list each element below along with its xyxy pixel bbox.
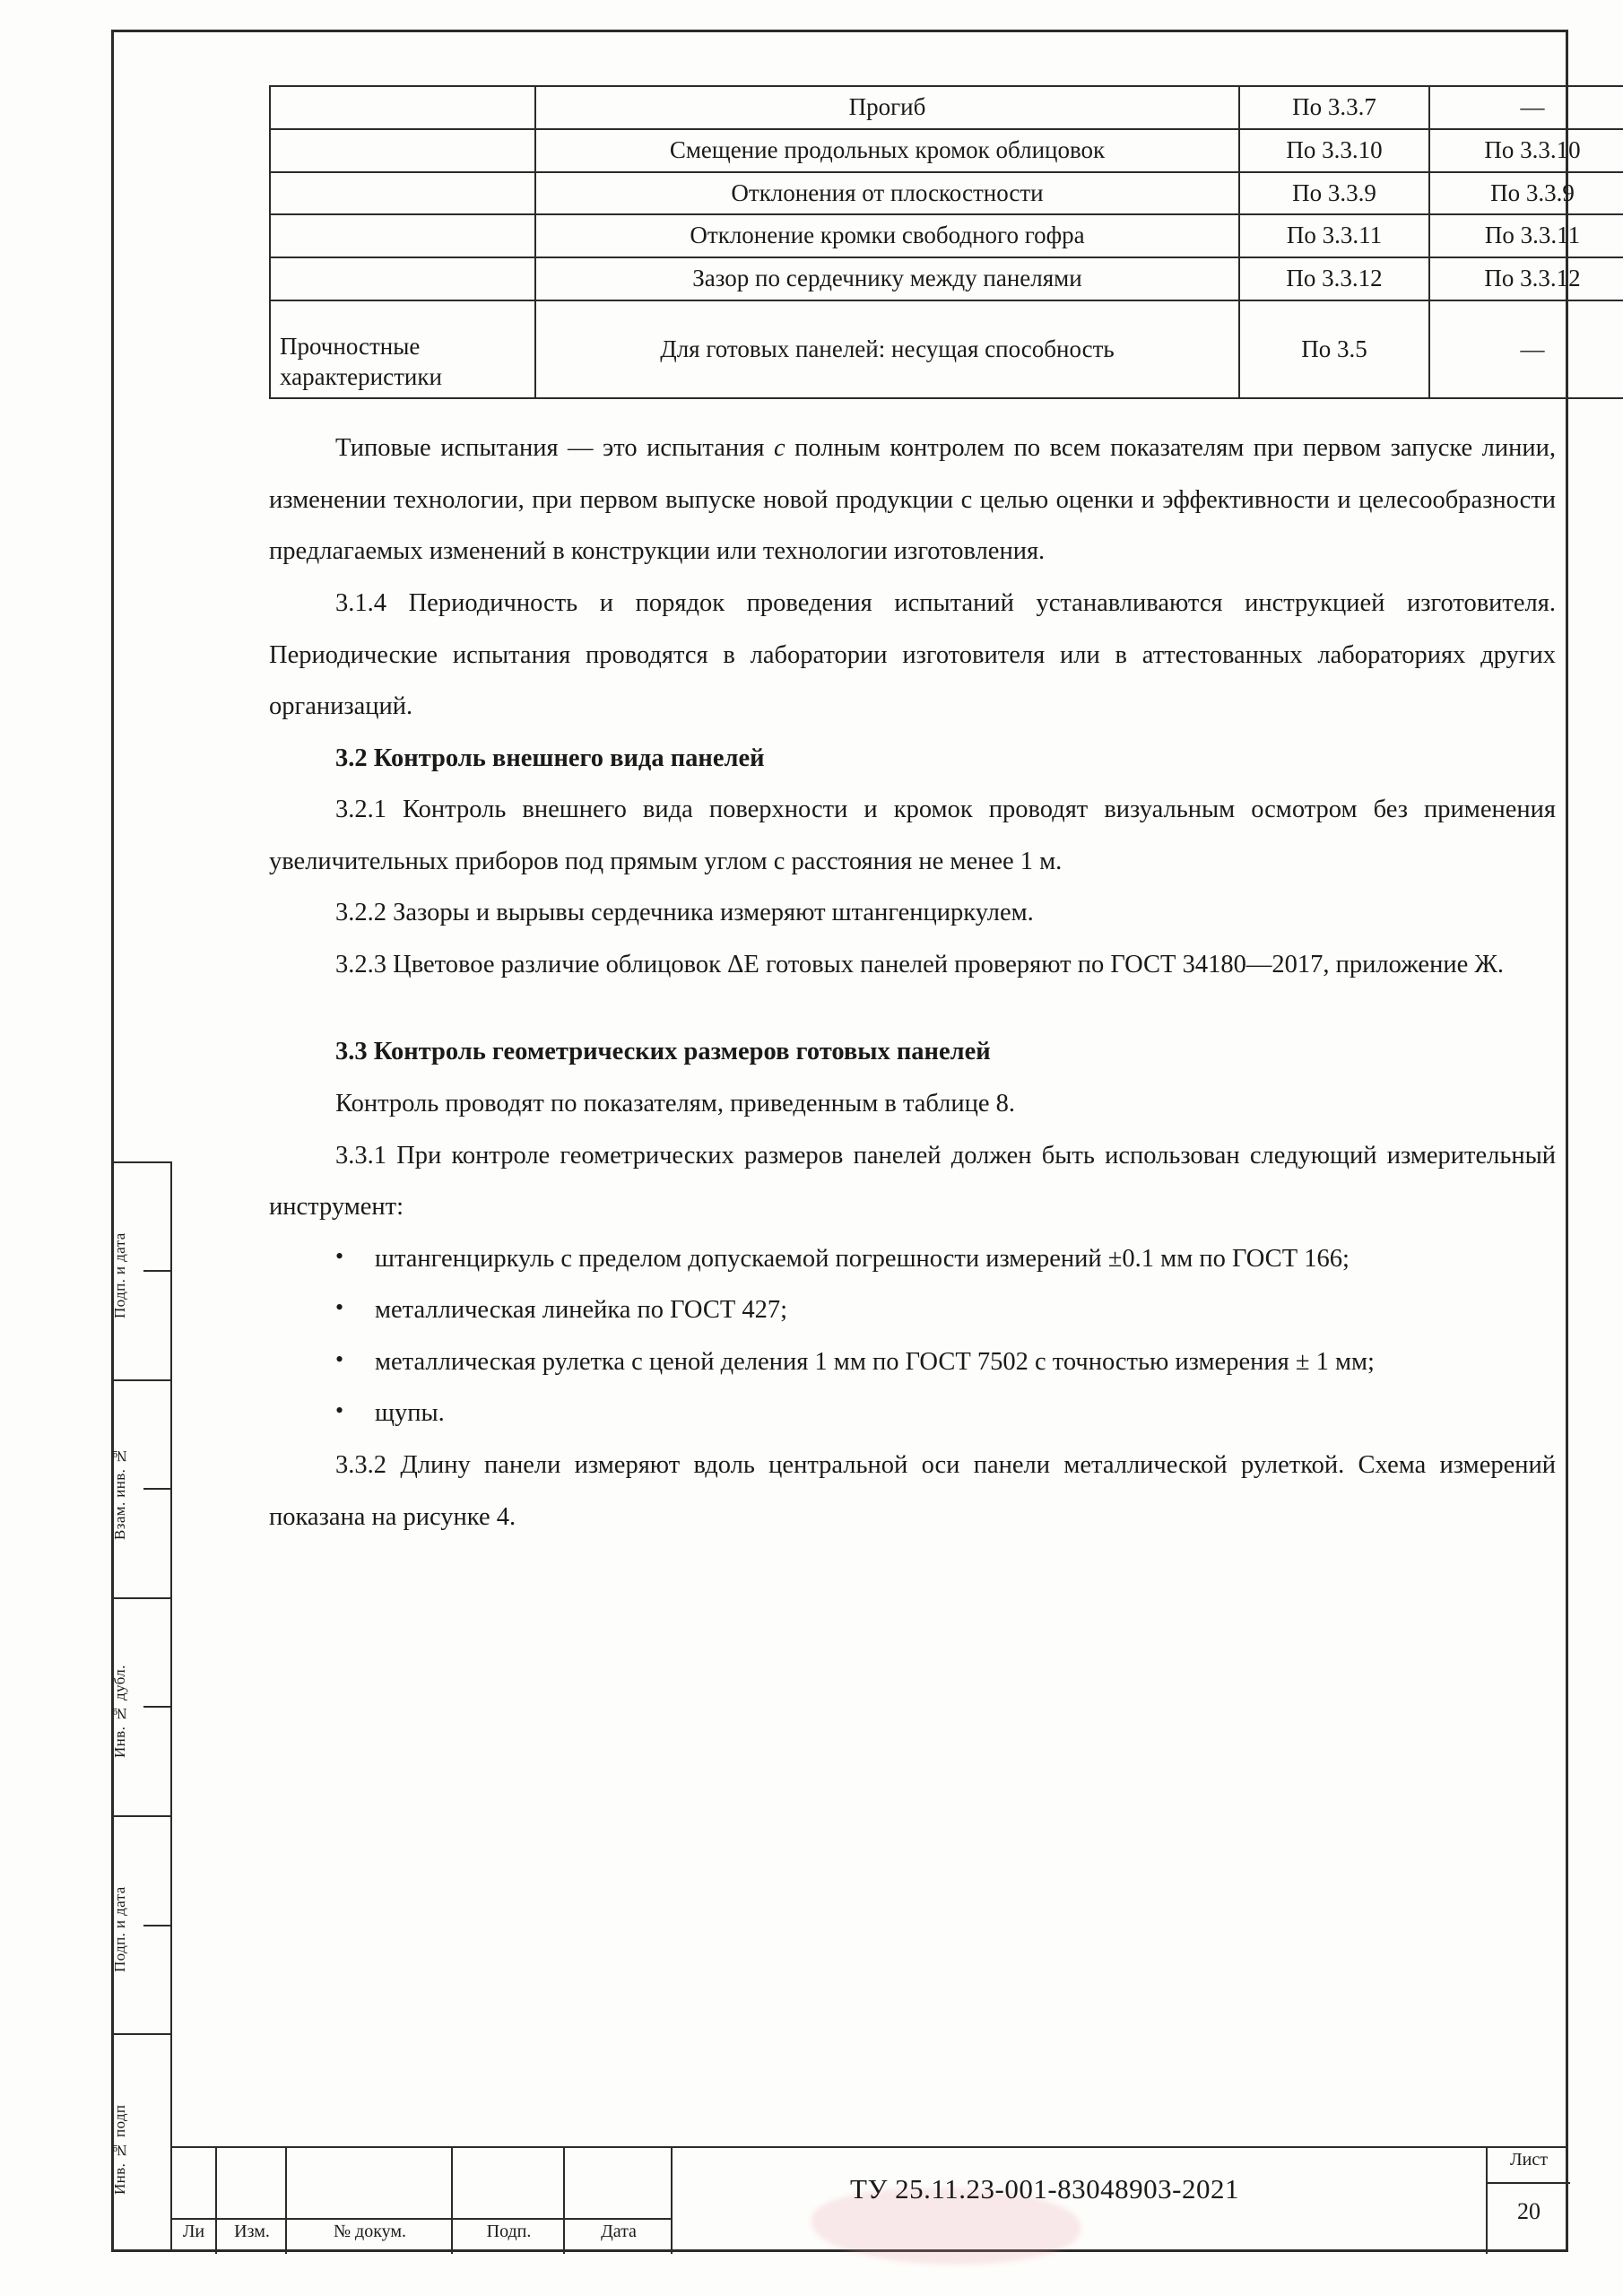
cell-desc: Отклонение кромки свободного гофра (535, 214, 1239, 257)
cell-value-a: По 3.3.10 (1239, 129, 1429, 172)
text-run-italic: с (773, 434, 785, 463)
text-run-b: полным контролем по всем показателям при первом запуске линии, изменении технологии, при первом выпуске новой продукции с целью оценки и эффективности и целесообразности предлагаемых изменений в конструкции или технологии изготовления. (269, 434, 1556, 566)
list-item: • штангенциркуль с пределом допускаемой погрешности измерений ±0.1 мм по ГОСТ 166; (269, 1233, 1556, 1285)
cell-name (270, 257, 535, 300)
paragraph-typical-tests (269, 422, 1556, 578)
side-cell-5 (111, 2033, 172, 2252)
table-row (270, 172, 1623, 215)
paragraph-3-2-1: 3.2.1 Контроль внешнего вида поверхности и кромок проводят визуальным осмотром без применения увеличительных приборов под прямым углом с расстояния не менее 1 м. (269, 796, 1556, 875)
list-item: • металлическая линейка по ГОСТ 427; (269, 1284, 1556, 1336)
cell-desc: Отклонения от плоскостности (535, 172, 1239, 215)
side-inner-div-9 (143, 2033, 172, 2035)
side-label-podp-data-2: Подп. и дата (111, 1886, 128, 1972)
side-inner-div-5 (143, 1597, 172, 1599)
paragraph-3-3-1: 3.3.1 При контроле геометрических размеров панелей должен быть использован следующий измерительный инструмент: (269, 1141, 1556, 1222)
document-body (269, 85, 1581, 1543)
text-run-a: Типовые испытания — это испытания (335, 434, 774, 463)
paragraph-3-3-intro: Контроль проводят по показателям, приведенным в таблице 8. (335, 1090, 1016, 1118)
paragraph-3-2-3: 3.2.3 Цветовое различие облицовок ΔЕ готовых панелей проверяют по ГОСТ 34180—2017, приложение Ж. (335, 950, 1505, 978)
cell-name: Прочностные характеристики (270, 300, 535, 399)
cell-value-b: По 3.3.9 (1429, 172, 1623, 215)
cell-name (270, 214, 535, 257)
cell-value-b: По 3.3.11 (1429, 214, 1623, 257)
table-row (270, 214, 1623, 257)
side-inner-div-7 (143, 1815, 172, 1817)
table-row (270, 129, 1623, 172)
cell-value-b: — (1429, 300, 1623, 399)
cell-value-a: По 3.3.12 (1239, 257, 1429, 300)
sheet-number: 20 (1517, 2198, 1541, 2224)
cell-desc: Для готовых панелей: несущая способность (535, 300, 1239, 399)
heading-3-3: 3.3 Контроль геометрических размеров готовых панелей (335, 1038, 991, 1066)
side-label-inv-podp: Инв. № подп (111, 2104, 128, 2195)
stamp-header-li: Ли (182, 2222, 205, 2241)
title-block-grid (170, 2148, 673, 2254)
cell-value-b: — (1429, 86, 1623, 129)
cell-name (270, 172, 535, 215)
stamp-row-divider (170, 2218, 673, 2220)
side-label-vzam-inv: Взам. инв. № (111, 1447, 128, 1540)
side-inner-right-rule (170, 1161, 172, 2252)
cell-desc: Зазор по сердечнику между панелями (535, 257, 1239, 300)
table-row (270, 86, 1623, 129)
sheet-label: Лист (1510, 2150, 1548, 2170)
paragraph-3-2-2: 3.2.2 Зазоры и вырывы сердечника измеряют штангенциркулем. (335, 899, 1034, 927)
cell-desc: Смещение продольных кромок облицовок (535, 129, 1239, 172)
heading-3-2: 3.2 Контроль внешнего вида панелей (335, 744, 765, 772)
paragraph-3-1-4: 3.1.4 Периодичность и порядок проведения испытаний устанавливаются инструкцией изготовителя. Периодические испытания проводятся в лаборатории изготовителя или в аттестованных лабораториях других организаций. (269, 588, 1556, 721)
cell-name (270, 129, 535, 172)
side-label-inv-dubl: Инв. № дубл. (111, 1665, 128, 1758)
document-code: ТУ 25.11.23-001-83048903-2021 (850, 2173, 1239, 2205)
side-inner-div-2 (143, 1270, 172, 1272)
cell-value-a: По 3.3.9 (1239, 172, 1429, 215)
list-item: • щупы. (269, 1387, 1556, 1439)
section-gap (269, 990, 1556, 1026)
cell-value-b: По 3.3.10 (1429, 129, 1623, 172)
stamp-header-docnum: № докум. (333, 2222, 407, 2241)
paragraph-3-3-2: 3.3.2 Длину панели измеряют вдоль центральной оси панели металлической рулеткой. Схема измерений показана на рисунке 4. (269, 1450, 1556, 1531)
instrument-list (269, 1233, 1556, 1439)
cell-value-a: По 3.3.7 (1239, 86, 1429, 129)
side-inner-div-3 (143, 1379, 172, 1381)
title-block (170, 2146, 1568, 2252)
side-inner-div-1 (143, 1161, 172, 1163)
sheet-box (1486, 2148, 1568, 2254)
side-label-podp-data-1: Подп. и дата (111, 1232, 128, 1318)
cell-value-b: По 3.3.12 (1429, 257, 1623, 300)
requirements-table (269, 85, 1623, 399)
stamp-header-izm: Изм. (234, 2222, 270, 2241)
cell-value-a: По 3.3.11 (1239, 214, 1429, 257)
side-inner-div-8 (143, 1925, 172, 1926)
side-inner-div-4 (143, 1488, 172, 1490)
cell-name (270, 86, 535, 129)
table-row (270, 257, 1623, 300)
side-inner-div-6 (143, 1706, 172, 1708)
sheet-divider (1488, 2182, 1570, 2184)
stamp-header-data: Дата (601, 2222, 637, 2241)
cell-desc: Прогиб (535, 86, 1239, 129)
table-row (270, 300, 1623, 399)
cell-value-a: По 3.5 (1239, 300, 1429, 399)
stamp-header-podp: Подп. (486, 2222, 532, 2241)
list-item: • металлическая рулетка с ценой деления 1 мм по ГОСТ 7502 с точностью измерения ± 1 мм; (269, 1336, 1556, 1388)
